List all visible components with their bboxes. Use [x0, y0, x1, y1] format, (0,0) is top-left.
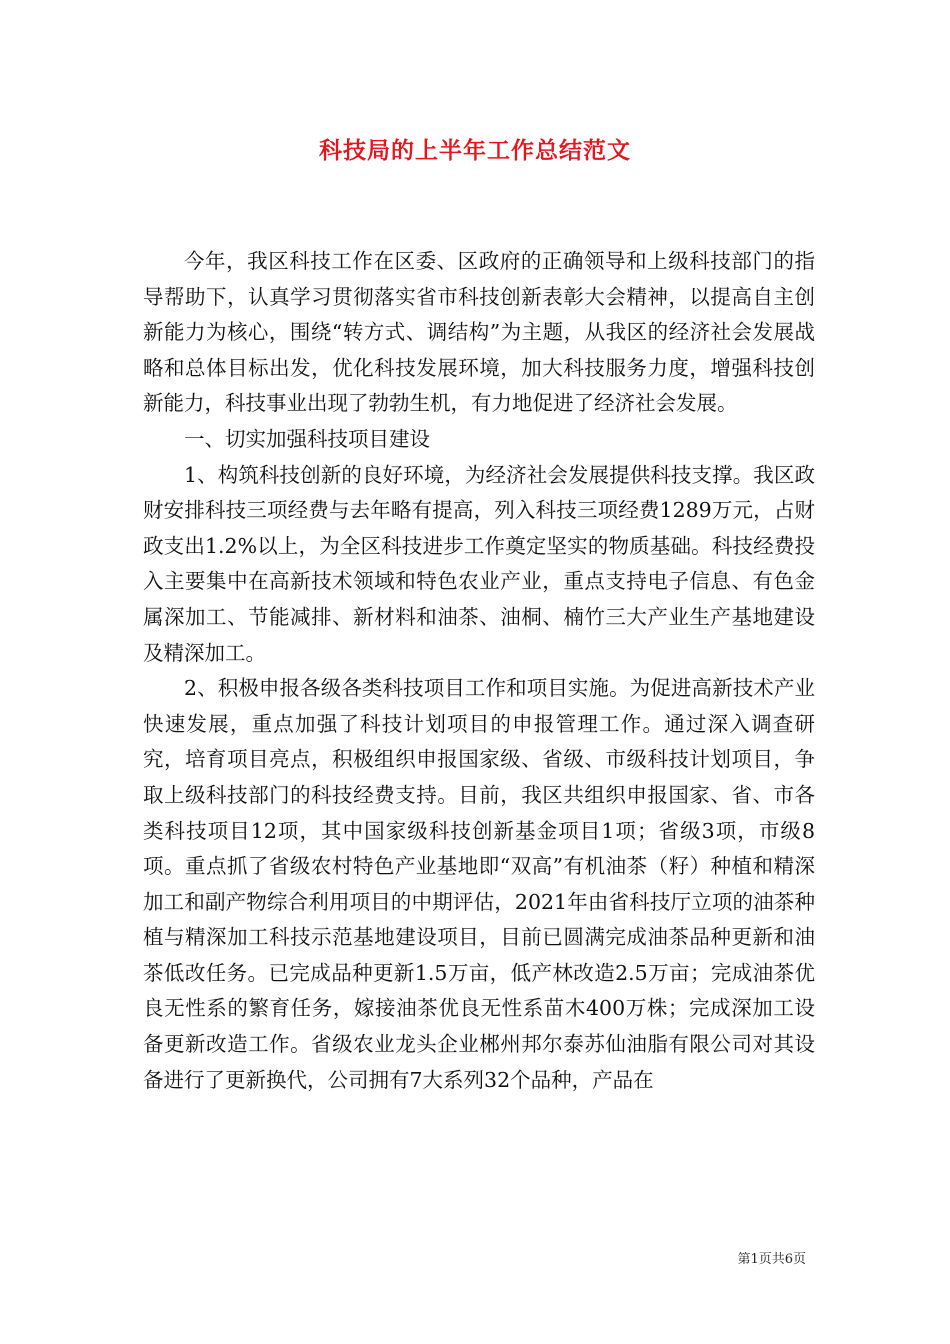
body-paragraph-1: 1、构筑科技创新的良好环境，为经济社会发展提供科技支撑。我区政财安排科技三项经费与去年略有提高，列入科技三项经费1289万元，占财政支出1.2%以上，为全区科技进步工作奠定坚实的物质基础。科技经费投入主要集中在高新技术领域和特色农业产业，重点支持电子信息、有色金属深加工、节能减排、新材料和油茶、油桐、楠竹三大产业生产基地建设及精深加工。	[143, 462, 815, 665]
document-body	[143, 244, 815, 1098]
page-indicator: 第1页共6页	[737, 1252, 806, 1267]
intro-paragraph: 今年，我区科技工作在区委、区政府的正确领导和上级科技部门的指导帮助下，认真学习贯彻落实省市科技创新表彰大会精神，以提高自主创新能力为核心，围绕“转方式、调结构”为主题，从我区的经济社会发展战略和总体目标出发，优化科技发展环境，加大科技服务力度，增强科技创新能力，科技事业出现了勃勃生机，有力地促进了经济社会发展。	[143, 249, 815, 416]
section-heading-1: 一、切实加强科技项目建设	[184, 426, 430, 451]
document-title: 科技局的上半年工作总结范文	[319, 137, 631, 164]
body-paragraph-2: 2、积极申报各级各类科技项目工作和项目实施。为促进高新技术产业快速发展，重点加强了科技计划项目的申报管理工作。通过深入调查研究，培育项目亮点，积极组织申报国家级、省级、市级科技计划项目，争取上级科技部门的科技经费支持。目前，我区共组织申报国家、省、市各类科技项目12项，其中国家级科技创新基金项目1项；省级3项，市级8项。重点抓了省级农村特色产业基地即“双高”有机油茶（籽）种植和精深加工和副产物综合利用项目的中期评估，2021年由省科技厅立项的油茶种植与精深加工科技示范基地建设项目，目前已圆满完成油茶品种更新和油茶低改任务。已完成品种更新1.5万亩，低产林改造2.5万亩；完成油茶优良无性系的繁育任务，嫁接油茶优良无性系苗木400万株；完成深加工设备更新改造工作。省级农业龙头企业郴州邦尔泰苏仙油脂有限公司对其设备进行了更新换代，公司拥有7大系列32个品种，产品在	[143, 676, 815, 1092]
